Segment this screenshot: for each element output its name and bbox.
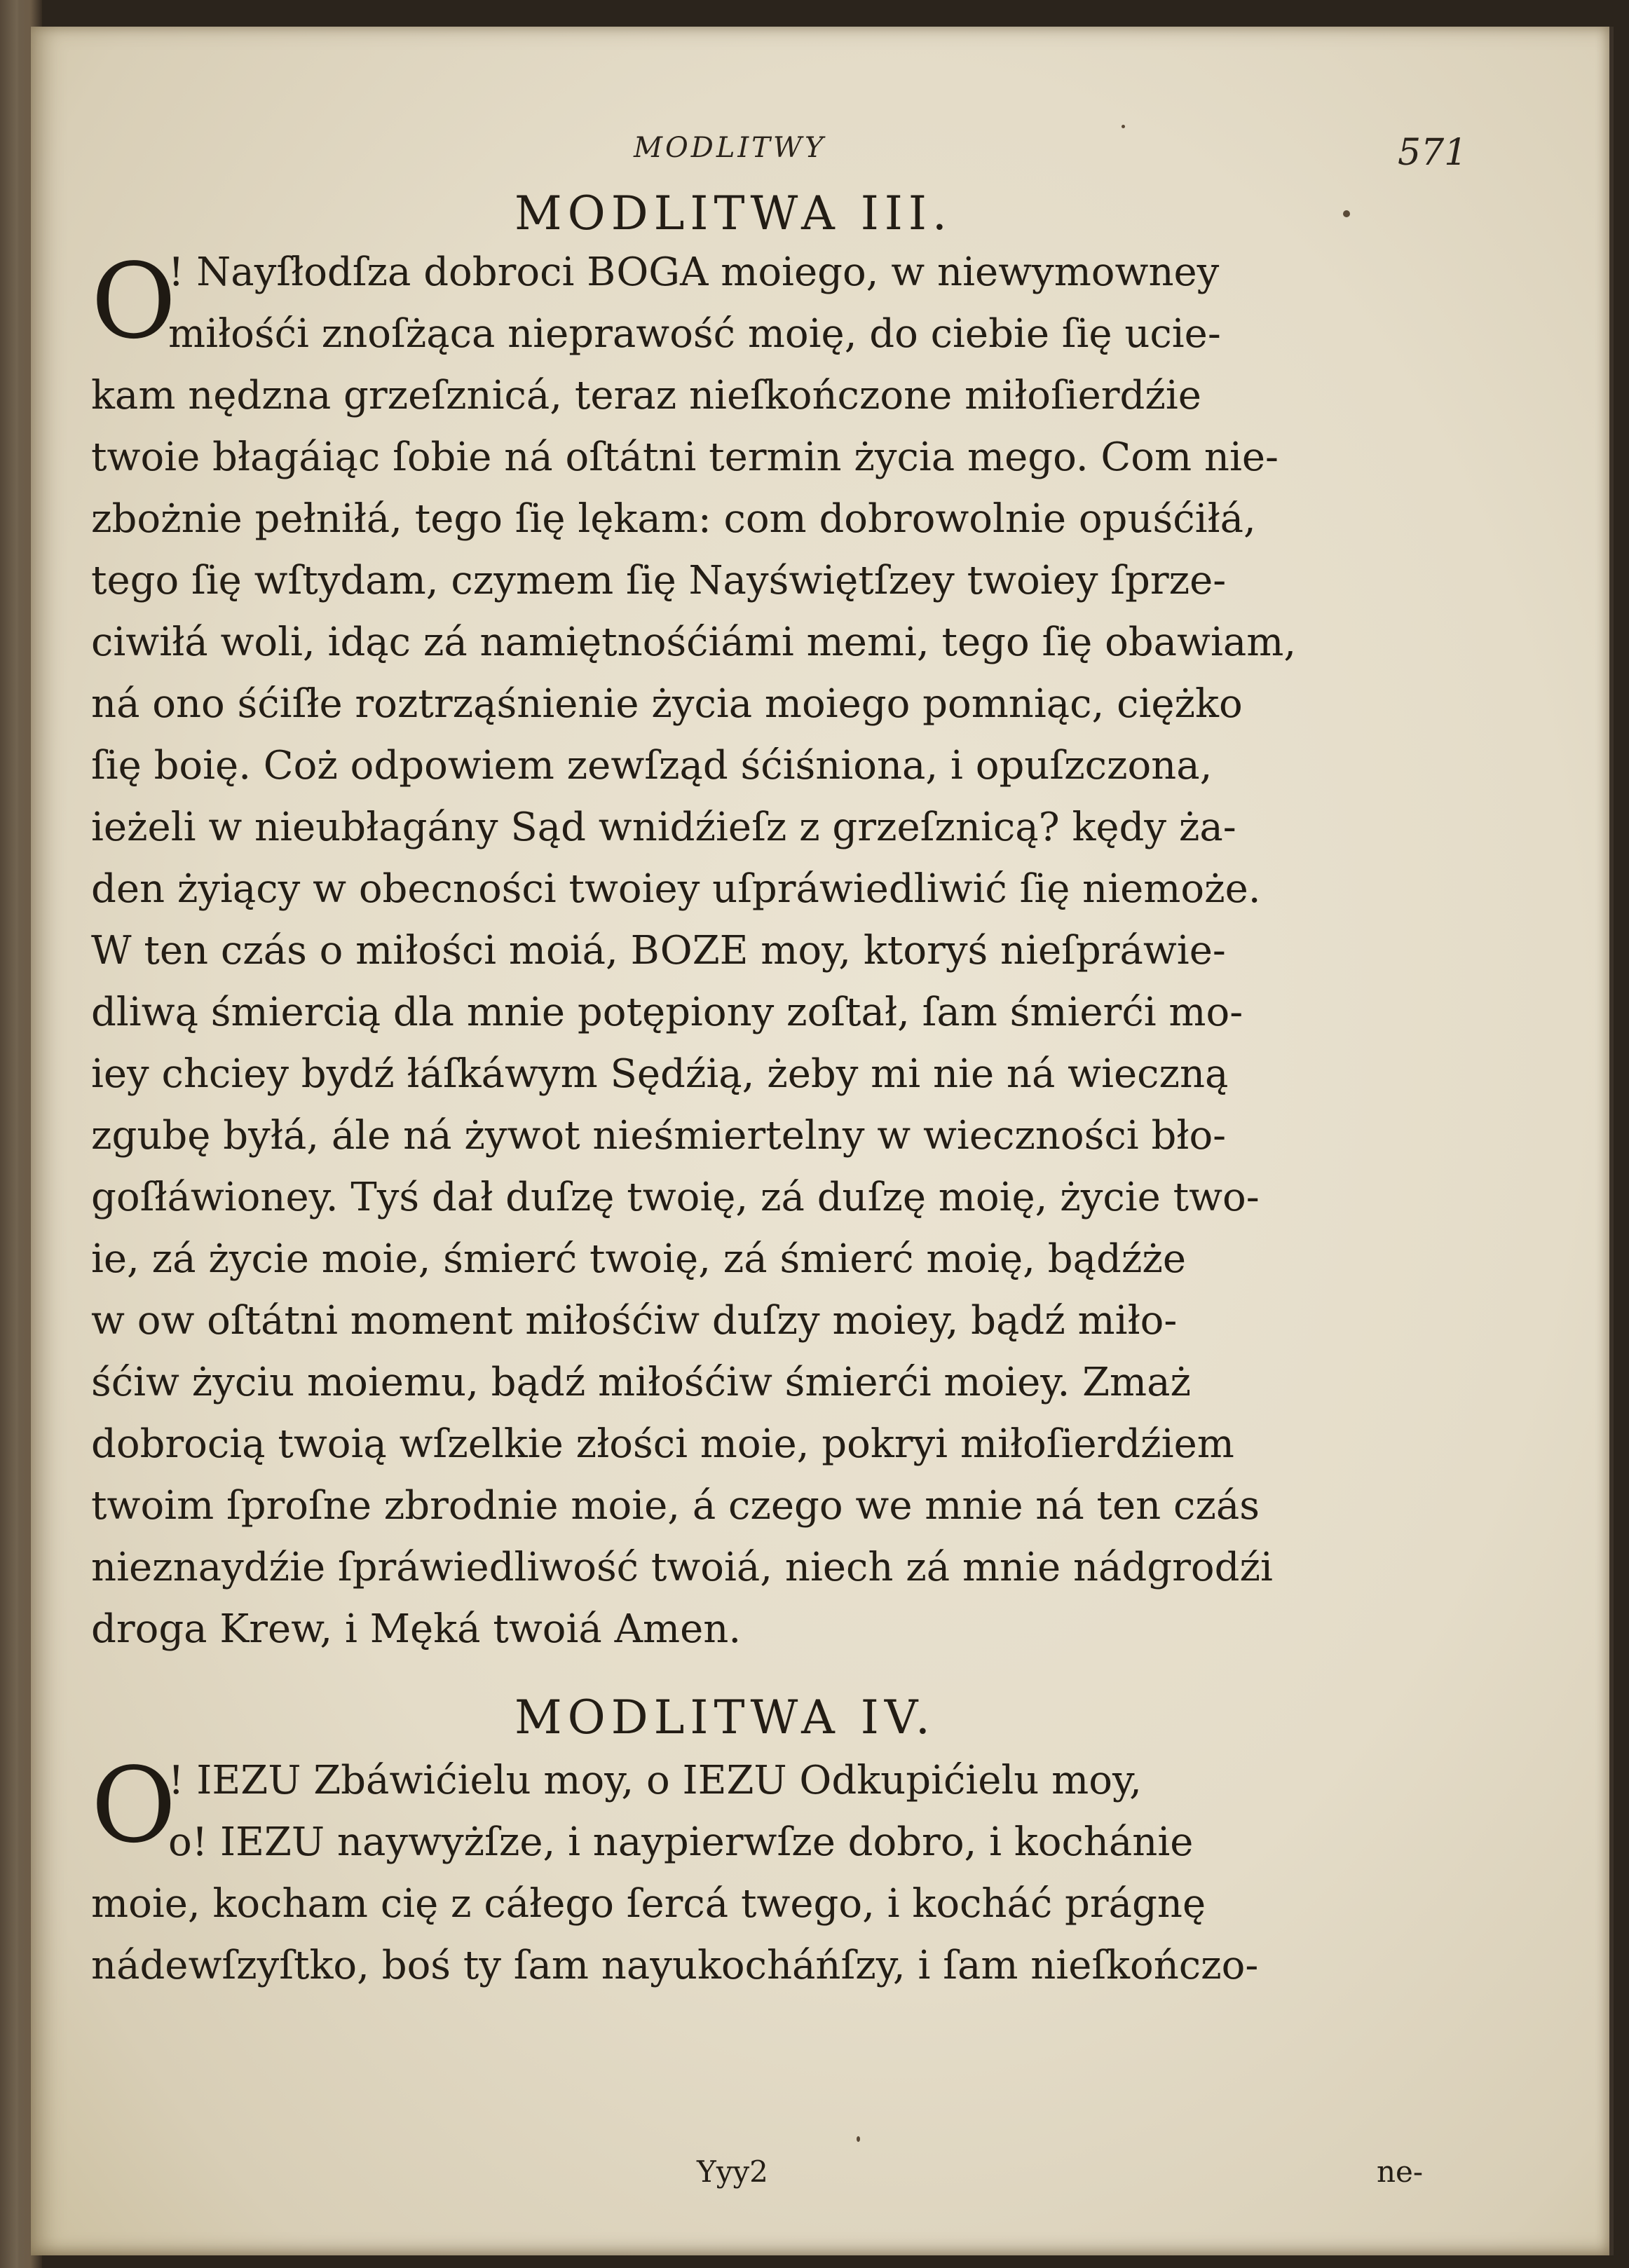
prayer-4-dropcap: O <box>91 1745 177 1866</box>
text-line: ná ono śćiſłe roztrząśnienie życia moiego pomniąc, ciężko <box>91 681 1243 727</box>
text-line: moie, kocham cię z cáłego ſercá twego, i kocháć prágnę <box>91 1881 1206 1927</box>
text-line: ie, zá życie moie, śmierć twoię, zá śmierć moię, bądźże <box>91 1236 1187 1282</box>
text-line: nádewſzyſtko, boś ty ſam nayukocháńſzy, i ſam nieſkończo- <box>91 1943 1259 1988</box>
text-line: droga Krew, i Męká twoiá Amen. <box>91 1606 742 1652</box>
ink-speck <box>1122 125 1125 128</box>
text-line: ieżeli w nieubłagány Sąd wnidźieſz z grzeſznicą? kędy ża- <box>91 805 1236 850</box>
text-line: w ow oſtátni moment miłośćiw duſzy moiey, bądź miło- <box>91 1298 1178 1344</box>
text-line: ! Nayſłodſza dobroci BOGA moiego, w niewymowney <box>168 250 1220 295</box>
text-line: iey chciey bydź łáſkáwym Sędźią, żeby mi nie ná wieczną <box>91 1051 1229 1097</box>
ink-speck <box>857 2136 860 2142</box>
text-line: W ten czás o miłości moiá, BOZE moy, ktoryś nieſpráwie- <box>91 928 1226 974</box>
text-line: kam nędzna grzeſznicá, teraz nieſkończone miłoſierdźie <box>91 373 1201 418</box>
signature-mark: Yyy2 <box>697 2154 768 2189</box>
text-line: den żyiący w obecności twoiey uſpráwiedliwić ſię niemoże. <box>91 866 1261 912</box>
text-line: dliwą śmiercią dla mnie potępiony zoſtał, ſam śmierći mo- <box>91 990 1243 1035</box>
text-line: ſię boię. Coż odpowiem zewſząd śćiśniona, i opuſzczona, <box>91 743 1213 788</box>
prayer-4-title: MODLITWA IV. <box>514 1690 936 1744</box>
prayer-3-title: MODLITWA III. <box>514 186 953 240</box>
prayer-3-dropcap: O <box>91 241 177 362</box>
running-head: MODLITWY <box>634 132 826 164</box>
page-number: 571 <box>1398 132 1468 174</box>
text-line: ciwiłá woli, idąc zá namiętnośćiámi memi, tego ſię obawiam, <box>91 620 1297 665</box>
text-line: śćiw życiu moiemu, bądź miłośćiw śmierći moiey. Zmaż <box>91 1360 1191 1405</box>
text-line: tego ſię wſtydam, czymem ſię Nayświętſzey twoiey ſprze- <box>91 558 1227 603</box>
catchword: ne- <box>1377 2154 1424 2189</box>
text-line: zbożnie pełniłá, tego ſię lękam: com dobrowolnie opuśćiłá, <box>91 496 1256 542</box>
text-line: twoim ſproſne zbrodnie moie, á czego we mnie ná ten czás <box>91 1483 1260 1529</box>
text-line: dobrocią twoią wſzelkie złości moie, pokryi miłoſierdźiem <box>91 1421 1234 1467</box>
text-line: nieznaydźie ſpráwiedliwość twoiá, niech zá mnie nádgrodźi <box>91 1545 1273 1590</box>
text-line: zgubę byłá, ále ná żywot nieśmiertelny w wieczności bło- <box>91 1113 1227 1159</box>
text-line: o! IEZU naywyżſze, i naypierwſze dobro, i kochánie <box>168 1819 1194 1865</box>
text-line: twoie błagáiąc ſobie ná oſtátni termin życia mego. Com nie- <box>91 435 1279 480</box>
book-page <box>31 27 1614 2255</box>
text-line: ! IEZU Zbáwićielu moy, o IEZU Odkupićielu moy, <box>168 1758 1142 1803</box>
ink-speck <box>1343 210 1350 217</box>
text-line: goſłáwioney. Tyś dał duſzę twoię, zá duſzę moię, życie two- <box>91 1175 1260 1220</box>
text-line: miłośći znoſżąca nieprawość moię, do ciebie ſię ucie- <box>168 311 1221 357</box>
